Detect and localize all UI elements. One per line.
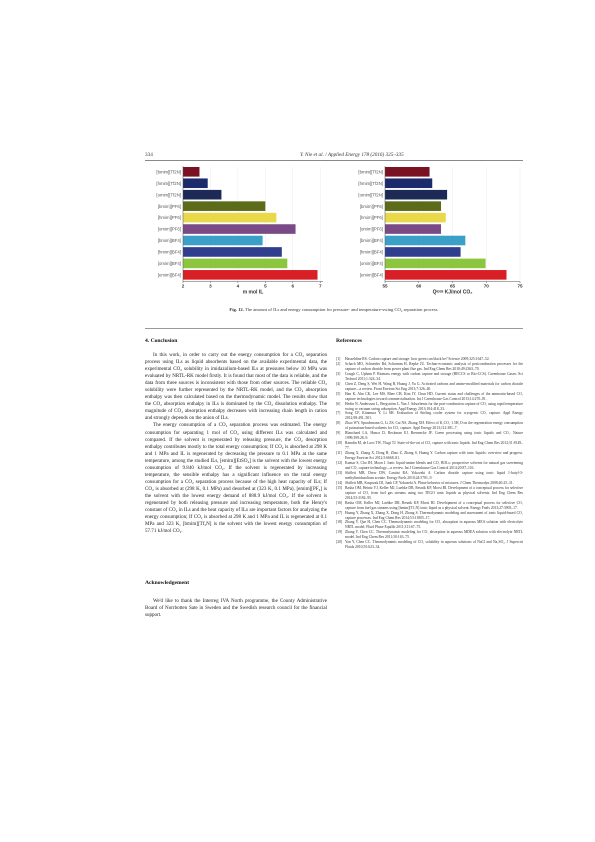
bar [183,190,221,200]
category-label: [hmim][Tf2N] [358,180,383,186]
category-label: [omim][PF6] [157,226,181,232]
conclusion-paragraph-2: The energy consumption of a CO₂ separation process was estimated. The energy consumption for separating 1 mol of CO₂ using different ILs was calculated and compared. If the solvent is regenerated by releasing pressure, the CO₂ desorption enthalpy contributes mostly to the total energy consumption; If CO₂ is absorbed at 298 K and 1 MPa and IL is regenerated by decreasing the pressure to 0.1 MPa at the same temperature, among the studied ILs, [emim][EtSO₄] is the solvent with the lowest energy consumption of 9.840 kJ/mol CO₂. If the solvent is regenerated by increasing temperature, the sensible enthalpy has a significant influence on the total energy consumption for a CO₂ separation process because of the high heat capacity of ILs; If CO₂ is absorbed at (298 K, 0.1 MPa) and desorbed at (323 K, 0.1 MPa), [emim][PF₆] is the solvent with the lowest energy demand of 888.9 kJ/mol CO₂. If the solvent is regenerated by both releasing pressure and increasing temperature, both the Henry's constant of CO₂ in ILs and the heat capacity of ILs are important factors for analyzing the energy consumption; If CO₂ is absorbed at 298 K and 1 MPa and IL is regenerated at 0.1 MPa and 323 K, [bmim][Tf₂N] is the solvent with the lowest energy consumption of 57.71 kJ/mol CO₂. [145,422,327,535]
reference-text: Yan Y, Chen CC. Thermodynamic modeling of CO₂ solubility in aqueous solutions of NaCl and Na₂SO₄. J Supercrit Fluids 2010;55:623–34. [345,540,523,550]
reference-item [336,421,523,431]
category-label: [hmim][Tf2N] [156,180,181,186]
acknowledgement-heading: Acknowledgement [145,580,190,586]
reference-item [336,501,523,511]
bar [385,213,446,223]
figure-caption [145,307,523,312]
x-tick-label: 4 [236,283,240,289]
reference-item [336,372,523,382]
page-number: 334 [145,152,153,158]
reference-text: Zhao WY, Sprachmann G, Li ZS, Cai NS, Zhang XH. Effect of K₂CO₃·1.5H₂O on the regeneration energy consumption of potassium-based sorbents for CO₂ capture. Appl Energy 2013;112:381–7. [345,421,523,431]
reference-number: [3] [336,371,341,376]
reference-text: Shiflett MB, Kasprzak DJ, Junk CP, Yokozeki A. Phase behavior of mixtures. J Chem Thermodyn 2008;40:25–31. [345,480,514,485]
reference-text: Han K, Ahn CK, Lee MS, Rhee CH, Kim JY, Chun HD. Current status and challenges of the ammonia-based CO₂ capture technologies toward commercialization. Int J Greenhouse Gas Control 2013;14:270–81. [345,391,523,401]
category-label: [omim][PF6] [359,226,383,232]
category-label: [emim][BF4] [359,272,383,278]
reference-item [336,431,523,441]
bar [183,259,287,269]
reference-number: [4] [336,381,341,386]
bar [385,178,432,188]
category-label: [bmim][PF6] [359,203,383,209]
x-tick-label: 65 [449,283,456,289]
reference-text: Hedin N, Andersson L, Bergström L, Yan J. Adsorbents for the post-combustion capture of CO₂ using rapid temperature swing or vacuum swing adsorption. Appl Energy 2013;104:418–33. [345,401,523,411]
references-heading: References [336,338,362,344]
reference-text: Chen Z, Deng S, Wei H, Wang B, Huang J, Yu G. Activated carbons and amine-modified materials for carbon dioxide capture—a review. Front Environ Sci Eng 2013;7:326–40. [345,381,523,391]
running-header: Y. Nie et al. / Applied Energy 178 (2016) 325–335 [300,152,404,158]
bar [183,247,282,257]
reference-number: [16] [336,500,343,505]
category-label: [omim][BF4] [359,261,383,266]
caption-text: The amount of ILs and energy consumption for pressure- and temperature-swing CO₂ separation process. [244,307,439,312]
reference-item [336,461,523,471]
reference-number: [9] [336,431,341,436]
reference-number: [18] [336,520,343,525]
reference-item [336,511,523,521]
reference-item [336,486,523,501]
reference-item [336,392,523,402]
category-label: [hmim][BF4] [157,249,181,255]
category-label: [hmim][PF6] [359,215,383,221]
reference-text: Schach MO, Schneider Rd, Schramm H, Repke JU. Techno-economic analysis of postcombustion processes for the capture of carbon dioxide from power plant flue gas. Ind Eng Chem Res 2010;49:2363–70. [345,361,523,371]
reference-text: Song CF, Kitamura Y, Li SH. Evaluation of Stirling cooler system for cryogenic CO₂ capture. Appl Energy 2012;98:491–501. [345,411,523,421]
reference-number: [10] [336,441,343,446]
x-tick-label: 3 [209,283,212,289]
category-label: [bmim][BF4] [359,238,383,244]
category-label: [bmim][BF4] [157,238,181,244]
reference-number: [14] [336,480,343,485]
x-tick-label: 75 [517,283,523,289]
reference-item [336,411,523,421]
bar [385,224,441,234]
conclusion-heading: 4. Conclusion [145,338,178,344]
reference-item [336,471,523,481]
bar [183,178,208,188]
reference-number: [7] [336,411,341,416]
reference-text: Basha OM, Keller MJ, Luebke DR, Resnik KP, Morsi BI. Development of a conceptual process for selective CO₂ capture from fuel gas streams using [hmim][Tf₂N] ionic liquid as a physical solvent. Energy Fuels 2013;27:3905–17. [345,500,523,510]
reference-text: Huang Y, Zhang X, Zhang X, Dong H, Zhang S. Thermodynamic modeling and assessment of ionic liquid-based CO₂ capture processes. Ind Eng Chem Res 2014;53:11805–17. [345,510,523,520]
header-rule [145,160,523,161]
bar [183,270,318,280]
bar [385,259,486,269]
bar [385,190,447,200]
reference-item [336,530,523,540]
acknowledgement-body [145,598,327,619]
reference-number: [15] [336,485,343,490]
reference-number: [5] [336,391,341,396]
x-tick-label: 6 [291,283,295,289]
reference-text: Gough C, Upham P. Biomass energy with carbon capture and storage (BECCS or Bio-CCS). Greenhouse Gases: Sci Technol 2011;1:324–34. [345,371,523,381]
reference-item [336,382,523,392]
reference-text: Zhang X, Zhang X, Dong H, Zhao Z, Zhang S, Huang Y. Carbon capture with ionic liquids: overview and progress. Energy Environ Sci 2012;5:6668–81. [345,451,523,461]
bar [385,270,507,280]
reference-text: Zhang Y, Chen CC. Thermodynamic modeling for CO₂ absorption in aqueous MDEA solution with electrolyte NRTL model. Ind Eng Chem Res 2011;50:163–75. [345,530,523,540]
reference-list [336,357,523,550]
bar [385,236,465,246]
bar [183,213,276,223]
reference-number: [11] [336,451,343,456]
reference-item [336,402,523,412]
category-label: [omim][Tf2N] [156,192,181,198]
reference-item [336,441,523,451]
caption-label: Fig. 12. [229,307,244,312]
reference-number: [17] [336,510,343,515]
figure-rule [145,328,523,329]
reference-number: [8] [336,421,341,426]
conclusion-body [145,352,327,535]
category-label: [hmim][BF4] [359,249,383,255]
reference-text: Blanchard LA, Hancu D, Beckman EJ, Brennecke JF. Green processing using ionic liquids and CO₂. Nature 1999;399:28–9. [345,431,523,441]
reference-text: Shiflett MB, Drew DW, Cantini RA, Yokozeki A. Carbon dioxide capture using ionic liquid 1-butyl-3-methylimidazolium acetate. Energy Fuels 2010;24:5781–9. [345,470,523,480]
figure-12 [145,163,523,303]
reference-item [336,540,523,550]
bar [385,167,430,177]
reference-item [336,451,523,461]
category-label: [bmim][Tf2N] [156,169,181,175]
x-tick-label: 55 [382,283,388,289]
category-label: [bmim][Tf2N] [358,169,383,175]
x-axis-title: m mol IL [242,289,264,296]
x-tick-label: 5 [264,283,267,289]
acknowledgement-text: We'd like to thank the Interreg IVA North programme, the County Administrative Board of Norrbotten Sate in Sweden and the Swedish research council for the financial support. [145,598,327,619]
reference-number: [2] [336,361,341,366]
reference-number: [19] [336,530,343,535]
category-label: [emim][BF4] [157,272,181,278]
category-label: [omim][BF4] [157,261,181,266]
x-tick-label: 70 [483,283,489,289]
category-label: [hmim][PF6] [157,215,181,221]
reference-number: [13] [336,470,343,475]
x-tick-label: 60 [416,283,422,289]
category-label: [bmim][PF6] [157,203,181,209]
x-axis-title: Qᵗᵒᵗᵃˡ KJ/mol CO₂ [432,289,473,296]
reference-number: [6] [336,401,341,406]
x-tick-label: 7 [318,283,322,289]
conclusion-paragraph-1: In this work, in order to carry out the energy consumption for a CO₂ separation process using ILs as liquid absorbents based on the available experimental data, the experimental CO₂ solubility in imidazolium-based ILs at pressures below 10 MPa was evaluated by NRTL-RK model firstly. It is found that most of the data is reliable, and the data from three sources is inconsistent with those from other sources. The reliable CO₂ solubility were further represented by the NRTL-RK model, and the CO₂ absorption enthalpy was then calculated based on the thermodynamic model. The results show that the CO₂ absorption enthalpy in ILs is dominated by the CO₂ dissolution enthalpy. The magnitude of CO₂ absorption enthalpy decreases with increasing chain length in cation and strongly depends on the anion of ILs. [145,352,327,422]
x-tick-label: 2 [181,283,185,289]
bar [183,224,296,234]
bar [183,201,265,211]
reference-number: [20] [336,540,343,545]
reference-text: Ramdin M, de Loos TW, Vlugt TJ. State-of-the-art of CO₂ capture with ionic liquids. Ind Eng Chem Res 2012;51:8149–77. [345,441,523,451]
reference-number: [12] [336,461,343,466]
bar [183,236,263,246]
reference-text: Haszeldine RS. Carbon capture and storage: how green can black be? Science 2009;325:1647–52. [345,357,490,361]
reference-text: Kumar S, Cho JH, Moon I. Ionic liquid-amine blends and CO₂ BOLs: prospective solvents for natural gas sweetening and CO₂ capture technology—a review. Int J Greenhouse Gas Control 2014;20:87–116. [345,461,523,470]
category-label: [omim][Tf2N] [358,192,383,198]
bar [183,167,199,177]
reference-item [336,520,523,530]
reference-text: Basha OM, Heintz YJ, Keller MJ, Luebke DR, Resnik KP, Morsi BI. Development of a conceptual process for selective capture of CO₂ from fuel gas streams using two TEGO ionic liquids as physical solvents. Ind Eng Chem Res 2014;53:3184–95. [345,485,523,500]
reference-number: [1] [336,357,341,361]
bar [385,247,461,257]
reference-text: Zhang Y, Que H, Chen CC. Thermodynamic modeling for CO₂ absorption in aqueous MEA solution with electrolyte NRTL model. Fluid Phase Equilib 2011;311:67–75. [345,520,523,530]
bar [385,201,441,211]
reference-item [336,362,523,372]
